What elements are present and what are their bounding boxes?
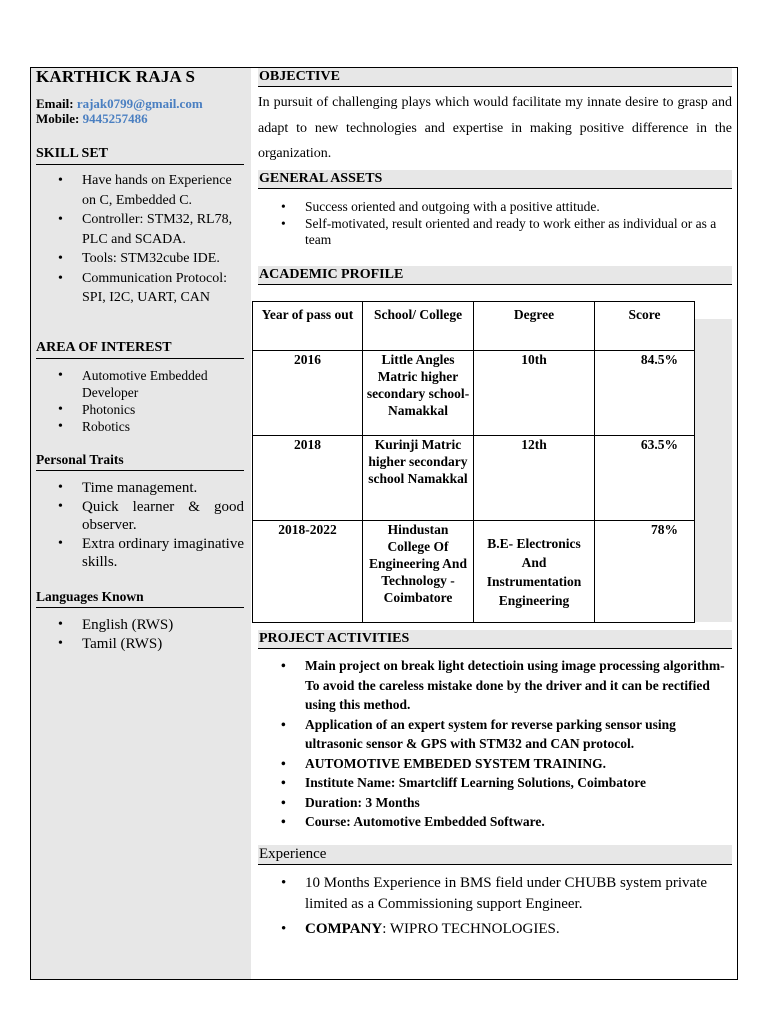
score-cell: 63.5% — [595, 436, 695, 521]
year-cell: 2018-2022 — [253, 521, 363, 623]
list-item: • Self-motivated, result oriented and ready to work either as individual or as a team — [305, 216, 732, 249]
header-degree: Degree — [474, 302, 595, 351]
list-item: • Main project on break light detectioin using image processing algorithm-To avoid the careless mistake done by the driver and it can be rectified using this method. — [305, 656, 732, 715]
experience-bold: COMPANY — [305, 921, 383, 937]
list-item: • Photonics — [82, 401, 244, 418]
experience-text: 10 Months Experience in BMS field under CHUBB system private limited as a Commissioning support Engineer. — [305, 875, 708, 912]
school-cell: Kurinji Matric higher secondary school Namakkal — [363, 436, 474, 521]
table-header-row — [253, 302, 695, 351]
list-item: • Duration: 3 Months — [305, 793, 732, 813]
email-line: Email: rajak0799@gmail.com — [36, 96, 203, 111]
experience-list — [258, 873, 732, 944]
list-item: • Institute Name: Smartcliff Learning Solutions, Coimbatore — [305, 773, 732, 793]
objective-text: In pursuit of challenging plays which would facilitate my innate desire to grasp and adapt to new technologies and expertise in making positive difference in the organization. — [258, 95, 732, 161]
year-cell: 2016 — [253, 351, 363, 436]
degree-cell: 10th — [474, 351, 595, 436]
personal-traits-heading: Personal Traits — [36, 452, 244, 471]
general-assets-list — [258, 199, 732, 249]
experience-text: : WIPRO TECHNOLOGIES. — [382, 921, 560, 937]
year-cell: 2018 — [253, 436, 363, 521]
list-item: • Controller: STM32, RL78, PLC and SCADA. — [82, 210, 244, 249]
list-item: • Robotics — [82, 418, 244, 435]
languages-list — [36, 616, 244, 653]
degree-cell: B.E- Electronics And Instrumentation Engineering — [474, 521, 595, 623]
table-row — [253, 436, 695, 521]
candidate-name: KARTHICK RAJA S — [36, 67, 196, 86]
header-year: Year of pass out — [253, 302, 363, 351]
traits-list — [36, 479, 244, 572]
list-item: • Application of an expert system for reverse parking sensor using ultrasonic sensor & GPS with STM32 and CAN protocol. — [305, 715, 732, 754]
academic-profile-heading: ACADEMIC PROFILE — [258, 266, 732, 285]
list-item: • Extra ordinary imaginative skills. — [82, 535, 244, 572]
table-side-shade — [694, 319, 732, 622]
general-assets-heading: GENERAL ASSETS — [258, 170, 732, 189]
list-item: • Course: Automotive Embedded Software. — [305, 812, 732, 832]
list-item: • Success oriented and outgoing with a positive attitude. — [305, 199, 732, 216]
list-item: • Communication Protocol: SPI, I2C, UART, CAN — [82, 269, 244, 308]
skill-set-list — [36, 171, 244, 308]
header-school: School/ College — [363, 302, 474, 351]
score-cell: 78% — [595, 521, 695, 623]
interest-list — [36, 367, 244, 435]
skill-set-heading: SKILL SET — [36, 146, 244, 165]
list-item: • Tamil (RWS) — [82, 635, 244, 654]
experience-heading: Experience — [258, 845, 732, 865]
mobile-line: Mobile: 9445257486 — [36, 111, 148, 126]
project-activities-list — [258, 656, 732, 832]
score-cell: 84.5% — [595, 351, 695, 436]
table-row — [253, 351, 695, 436]
list-item: • English (RWS) — [82, 616, 244, 635]
list-item: • Quick learner & good observer. — [82, 498, 244, 535]
school-cell: Hindustan College Of Engineering And Technology - Coimbatore — [363, 521, 474, 623]
degree-cell: 12th — [474, 436, 595, 521]
list-item: • Have hands on Experience on C, Embedded C. — [82, 171, 244, 210]
languages-heading: Languages Known — [36, 589, 244, 608]
list-item — [305, 919, 732, 940]
project-activities-heading: PROJECT ACTIVITIES — [258, 630, 732, 649]
list-item: • Time management. — [82, 479, 244, 498]
list-item: • Tools: STM32cube IDE. — [82, 249, 244, 269]
objective-heading: OBJECTIVE — [258, 68, 732, 87]
list-item: • Automotive Embedded Developer — [82, 367, 244, 401]
academic-table — [252, 301, 695, 623]
list-item: • AUTOMOTIVE EMBEDED SYSTEM TRAINING. — [305, 754, 732, 774]
list-item — [305, 873, 732, 915]
area-of-interest-heading: AREA OF INTEREST — [36, 340, 244, 359]
mobile-label: Mobile — [36, 111, 75, 126]
email-value[interactable]: rajak0799@gmail.com — [76, 96, 203, 111]
header-score: Score — [595, 302, 695, 351]
school-cell: Little Angles Matric higher secondary school- Namakkal — [363, 351, 474, 436]
table-row — [253, 521, 695, 623]
email-label: Email — [36, 96, 70, 111]
mobile-value[interactable]: 9445257486 — [82, 111, 148, 126]
